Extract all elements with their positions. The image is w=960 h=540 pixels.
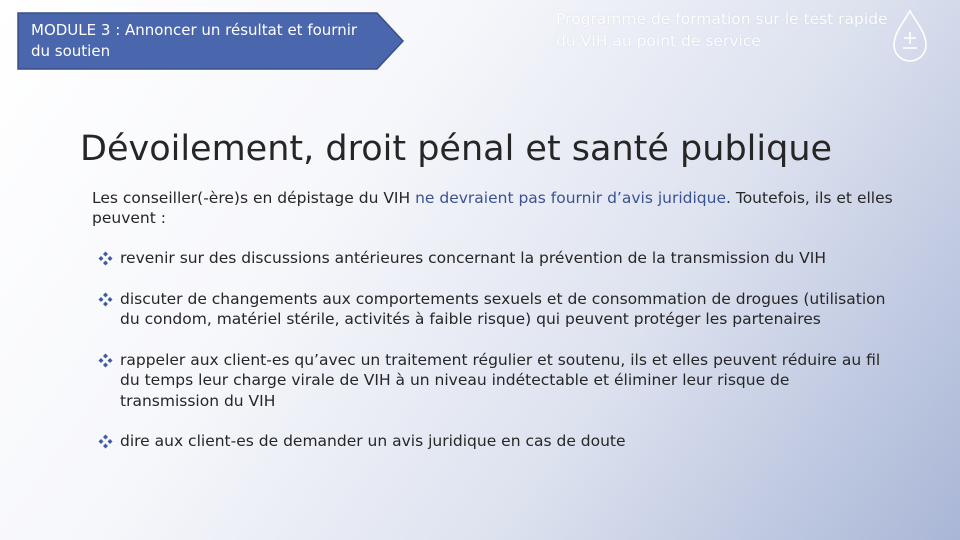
bullet-list [98,248,888,452]
diamond-bullet-icon [98,434,113,449]
intro-text-start: Les conseiller(-ère)s en dépistage du VIH [92,189,416,207]
list-item [98,248,888,269]
bullet-text: revenir sur des discussions antérieures concernant la prévention de la transmission du VIH [120,249,826,267]
diamond-bullet-icon [98,292,113,307]
list-item [98,431,888,452]
intro-paragraph [92,188,912,228]
list-item [98,289,888,330]
bullet-text: rappeler aux client-es qu’avec un traitement régulier et soutenu, ils et elles peuvent réduire au fil du temps leur charge virale de VIH à un niveau indétectable et éliminer leur risque de transmission du VIH [120,350,881,410]
drop-plus-minus-icon [891,9,929,65]
slide-title: Dévoilement, droit pénal et santé publique [80,129,833,169]
diamond-bullet-icon [98,251,113,266]
list-item [98,350,888,412]
intro-text-end: . Toutefois, ils et elles peuvent : [92,189,893,227]
intro-emphasis: ne devraient pas fournir d’avis juridique [415,189,726,207]
bullet-text: dire aux client-es de demander un avis juridique en cas de doute [120,432,626,450]
program-title: Programme de formation sur le test rapide du VIH au point de service [556,10,888,50]
module-banner [17,12,405,70]
diamond-bullet-icon [98,353,113,368]
bullet-text: discuter de changements aux comportements sexuels et de consommation de drogues (utilisation du condom, matériel stérile, activités à faible risque) qui peuvent protéger les partenaires [120,289,886,328]
module-title: MODULE 3 : Annoncer un résultat et fournir du soutien [31,21,358,60]
